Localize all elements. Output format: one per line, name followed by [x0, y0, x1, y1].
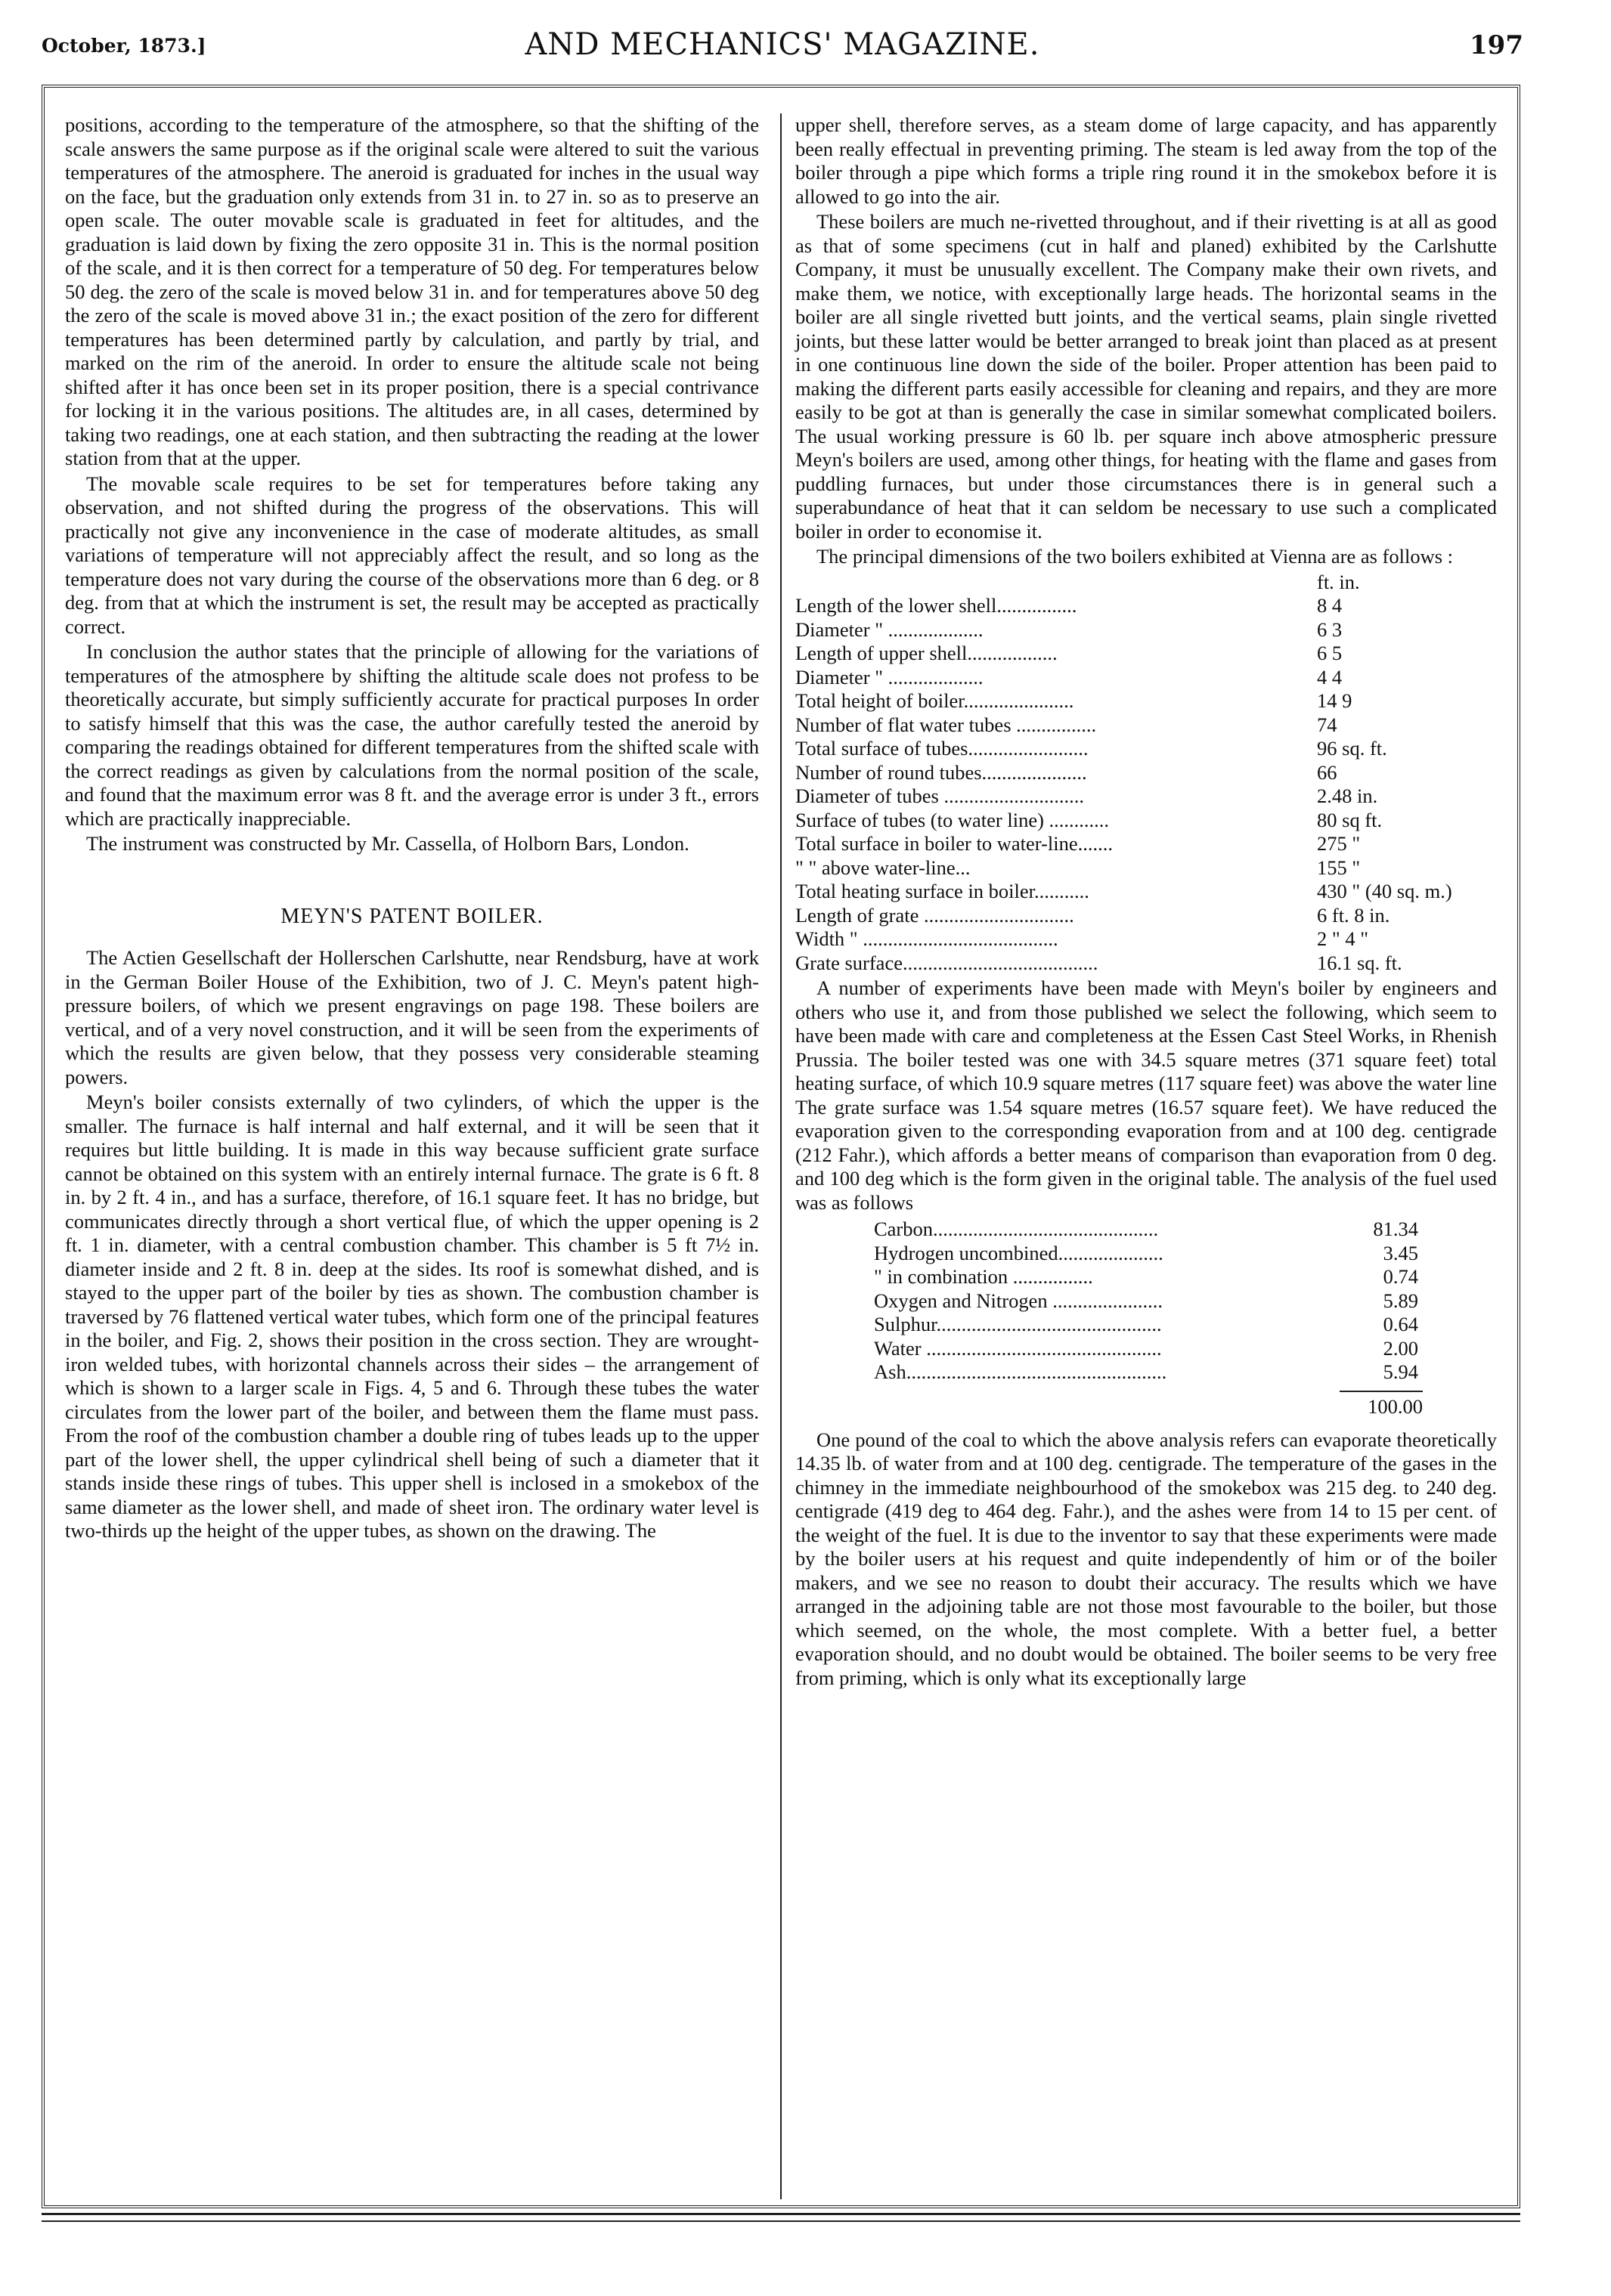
- table-row: Total surface in boiler to water-line....... 275 ": [795, 832, 1361, 855]
- bottom-rule: [42, 2213, 1520, 2222]
- table-row: Carbon............................................. 81.34: [874, 1218, 1418, 1240]
- column-divider: [780, 113, 782, 2199]
- table-row: Total surface of tubes........................ 96 sq. ft.: [795, 737, 1387, 760]
- left-column: [65, 113, 759, 1545]
- issue-date: October, 1873.]: [42, 35, 206, 57]
- sum-rule: [1340, 1391, 1423, 1392]
- page-number: 197: [1470, 30, 1523, 60]
- running-head: [42, 27, 1523, 73]
- table-row: Oxygen and Nitrogen ...................... 5.89: [874, 1289, 1418, 1312]
- fuel-total: [795, 1391, 1497, 1418]
- table-row: Number of round tubes..................... 66: [795, 760, 1337, 784]
- paragraph: The principal dimensions of the two boilers exhibited at Vienna are as follows :: [816, 545, 1454, 568]
- table-row: Sulphur............................................. 0.64: [874, 1313, 1418, 1335]
- fuel-total-value: 100.00: [1368, 1394, 1423, 1418]
- table-row: Total heating surface in boiler........... 430 " (40 sq. m.): [795, 880, 1452, 902]
- table-row: Surface of tubes (to water line) ............ 80 sq ft.: [795, 808, 1383, 831]
- table-row: Number of flat water tubes ................ 74: [795, 713, 1337, 736]
- paragraph: These boilers are much ne-rivetted throughout, and if their rivetting is at all as good as that of some specimens (cut in half and planed) exhibited by the Carlshutte Company, it must be unusually excellent. The Company make their own rivets, and make them, we notice, with exceptionally large heads. The horizontal seams in the boiler are all single rivetted butt joints, and the vertical seams, plain single rivetted joints, but these latter would be better arranged to break joint than placed as at present in one continuous line down the side of the boiler. Proper attention has been paid to making the different parts easily accessible for cleaning and repairs, and they are more easily to be got at than is generally the case in similar somewhat complicated boilers. The usual working pressure is 60 lb. per square inch above atmospheric pressure Meyn's boilers are used, among other things, for heating with the flame and gases from puddling furnaces, but under those circumstances there is in general such a superabundance of heat that it can seldom be necessary to use such a complicated boiler in order to economise it.: [795, 210, 1497, 543]
- paragraph: The movable scale requires to be set for temperatures before taking any observation, and not shifted during the progress of the observations. This will practically not give any inconvenience in the case of moderate altitudes, as small variations of temperature will not appreciably affect the result, and so long as the temperature does not vary during the course of the observations more than 6 deg. or 8 deg. from that at which the instrument is set, the result may be accepted as practically correct.: [65, 472, 759, 638]
- table-row: Water ............................................... 2.00: [874, 1336, 1418, 1360]
- table-row: Grate surface....................................... 16.1 sq. ft.: [795, 951, 1402, 974]
- fuel-analysis-table: [874, 1218, 1418, 1385]
- table-row: Hydrogen uncombined..................... 3.45: [874, 1241, 1418, 1264]
- table-row: Width " ....................................... 2 " 4 ": [795, 927, 1369, 950]
- paragraph: A number of experiments have been made with Meyn's boiler by engineers and others who use it, and from those published we select the following, which seem to have been made with care and completeness at the Essen Cast Steel Works, in Rhenish Prussia. The boiler tested was one with 34.5 square metres (371 square feet) total heating surface, of which 10.9 square metres (117 square feet) was above the water line The grate surface was 1.54 square metres (16.57 square feet). We have reduced the evaporation given to the corresponding evaporation from and at 100 deg. centigrade (212 Fahr.), which affords a better means of comparison than evaporation from 0 deg. and 100 deg which is the form given in the original table. The analysis of the fuel used was as follows: [795, 976, 1497, 1214]
- paragraph: positions, according to the temperature of the atmosphere, so that the shifting of the scale answers the same purpose as if the original scale were altered to suit the various temperatures of the atmosphere. The aneroid is graduated for inches in the usual way on the face, but the graduation only extends from 31 in. to 27 in. so as to preserve an open scale. The outer movable scale is graduated in feet for altitudes, and the graduation is laid down by fixing the zero opposite 31 in. This is the normal position of the scale, and it is then correct for a temperature of 50 deg. For temperatures below 50 deg. the zero of the scale is moved below 31 in. and for temperatures above 50 deg the zero of the scale is moved above 31 in.; the exact position of the zero for different temperatures has been determined partly by calculation, and partly by trial, and marked on the rim of the aneroid. In order to ensure the altitude scale not being shifted after it has once been set in its proper position, there is a special contrivance for locking it in the various positions. The altitudes are, in all cases, determined by taking two readings, one at each station, and then subtracting the reading at the lower station from that at the upper.: [65, 113, 759, 469]
- dimensions-table: [795, 571, 1497, 976]
- section-heading: MEYN'S PATENT BOILER.: [280, 904, 544, 928]
- table-row: Length of grate .............................. 6 ft. 8 in.: [795, 903, 1390, 927]
- table-row: Length of upper shell.................. 6 5: [795, 642, 1343, 664]
- paragraph: The Actien Gesellschaft der Hollerschen Carlshutte, near Rendsburg, have at work in the German Boiler House of the Exhibition, two of J. C. Meyn's patent high-pressure boilers, of which we present engravings on page 198. These boilers are vertical, and of a very novel construction, and it will be seen from the experiments of which the results are given below, that they possess very considerable steaming powers.: [65, 946, 759, 1088]
- table-row: " " above water-line... 155 ": [795, 856, 1361, 879]
- table-row: Diameter " ................... 4 4: [795, 665, 1343, 688]
- paragraph: In conclusion the author states that the principle of allowing for the variations of temperatures of the atmosphere by shifting the altitude scale does not profess to be theoretically accurate, but simply sufficiently accurate for practical purposes In order to satisfy himself that this was the case, the author carefully tested the aneroid by comparing the readings obtained for different temperatures from the shifted scale with the correct readings as given by calculations from the normal position of the scale, and found that the maximum error was 8 ft. and the average error is under 3 ft., errors which are practically inappreciable.: [65, 640, 759, 830]
- magazine-title: AND MECHANICS' MAGAZINE.: [525, 27, 1040, 62]
- table-row: Diameter " ................... 6 3: [795, 617, 1343, 641]
- paragraph: The instrument was constructed by Mr. Cassella, of Holborn Bars, London.: [86, 832, 689, 855]
- table-row: Total height of boiler...................... 14 9: [795, 689, 1352, 712]
- paragraph: One pound of the coal to which the above analysis refers can evaporate theoretically 14.35 lb. of water from and at 100 deg. centigrade. The temperature of the gases in the chimney in the immediate neighbourhood of the smokebox was 215 deg. to 240 deg. centigrade (419 deg to 464 deg. Fahr.), and the ashes were from 14 to 15 per cent. of the weight of the fuel. It is due to the inventor to say that these experiments were made by the boiler users at his request and quite independently of him or of the boiler makers, and we see no reason to doubt their accuracy. The results which we have arranged in the adjoining table are not those most favourable to the boiler, but those which seemed, on the whole, the most complete. With a better fuel, a better evaporation should, and no doubt would be obtained. The boiler seems to be very free from priming, which is only what its exceptionally large: [795, 1428, 1497, 1689]
- table-row: " in combination ................ 0.74: [874, 1265, 1418, 1288]
- dimensions-units-header: ft. in.: [1317, 570, 1360, 593]
- paragraph: upper shell, therefore serves, as a steam dome of large capacity, and has apparently been really effectual in preventing priming. The steam is led away from the top of the boiler through a pipe which forms a triple ring round it in the smokebox before it is allowed to go into the air.: [795, 113, 1497, 208]
- table-row: Length of the lower shell................ 8 4: [795, 594, 1343, 617]
- paragraph: Meyn's boiler consists externally of two cylinders, of which the upper is the smaller. The furnace is half internal and half external, and it will be seen that it requires but little building. It is made in this way because sufficient grate surface cannot be obtained on this system with an entirely internal furnace. The grate is 6 ft. 8 in. by 2 ft. 4 in., and has a surface, therefore, of 16.1 square feet. It has no bridge, but communicates directly through a short vertical flue, of which the upper opening is 2 ft. 1 in. diameter, with a central combustion chamber. This chamber is 5 ft 7½ in. diameter inside and 2 ft. 8 in. deep at the sides. Its roof is somewhat dished, and is stayed to the upper part of the boiler by ties as shown. The combustion chamber is traversed by 76 flattened vertical water tubes, which form one of the principal features in the boiler, and Fig. 2, shows their position in the cross section. They are wrought-iron welded tubes, with horizontal channels across their sides – the arrangement of which is shown to a larger scale in Figs. 4, 5 and 6. Through these tubes the water circulates from the lower part of the boiler, and between them the flame must pass. From the roof of the combustion chamber a double ring of tubes leads up to the upper part of the lower shell, the upper cylindrical shell being of such a diameter that it stands inside these rings of tubes. This upper shell is inclosed in a smokebox of the same diameter as the lower shell, and made of sheet iron. The ordinary water level is two-thirds up the height of the upper tubes, as shown on the drawing. The: [65, 1091, 759, 1542]
- table-row: Ash.................................................... 5.94: [874, 1360, 1418, 1383]
- right-column: [795, 113, 1497, 1691]
- table-row: Diameter of tubes ............................ 2.48 in.: [795, 784, 1378, 807]
